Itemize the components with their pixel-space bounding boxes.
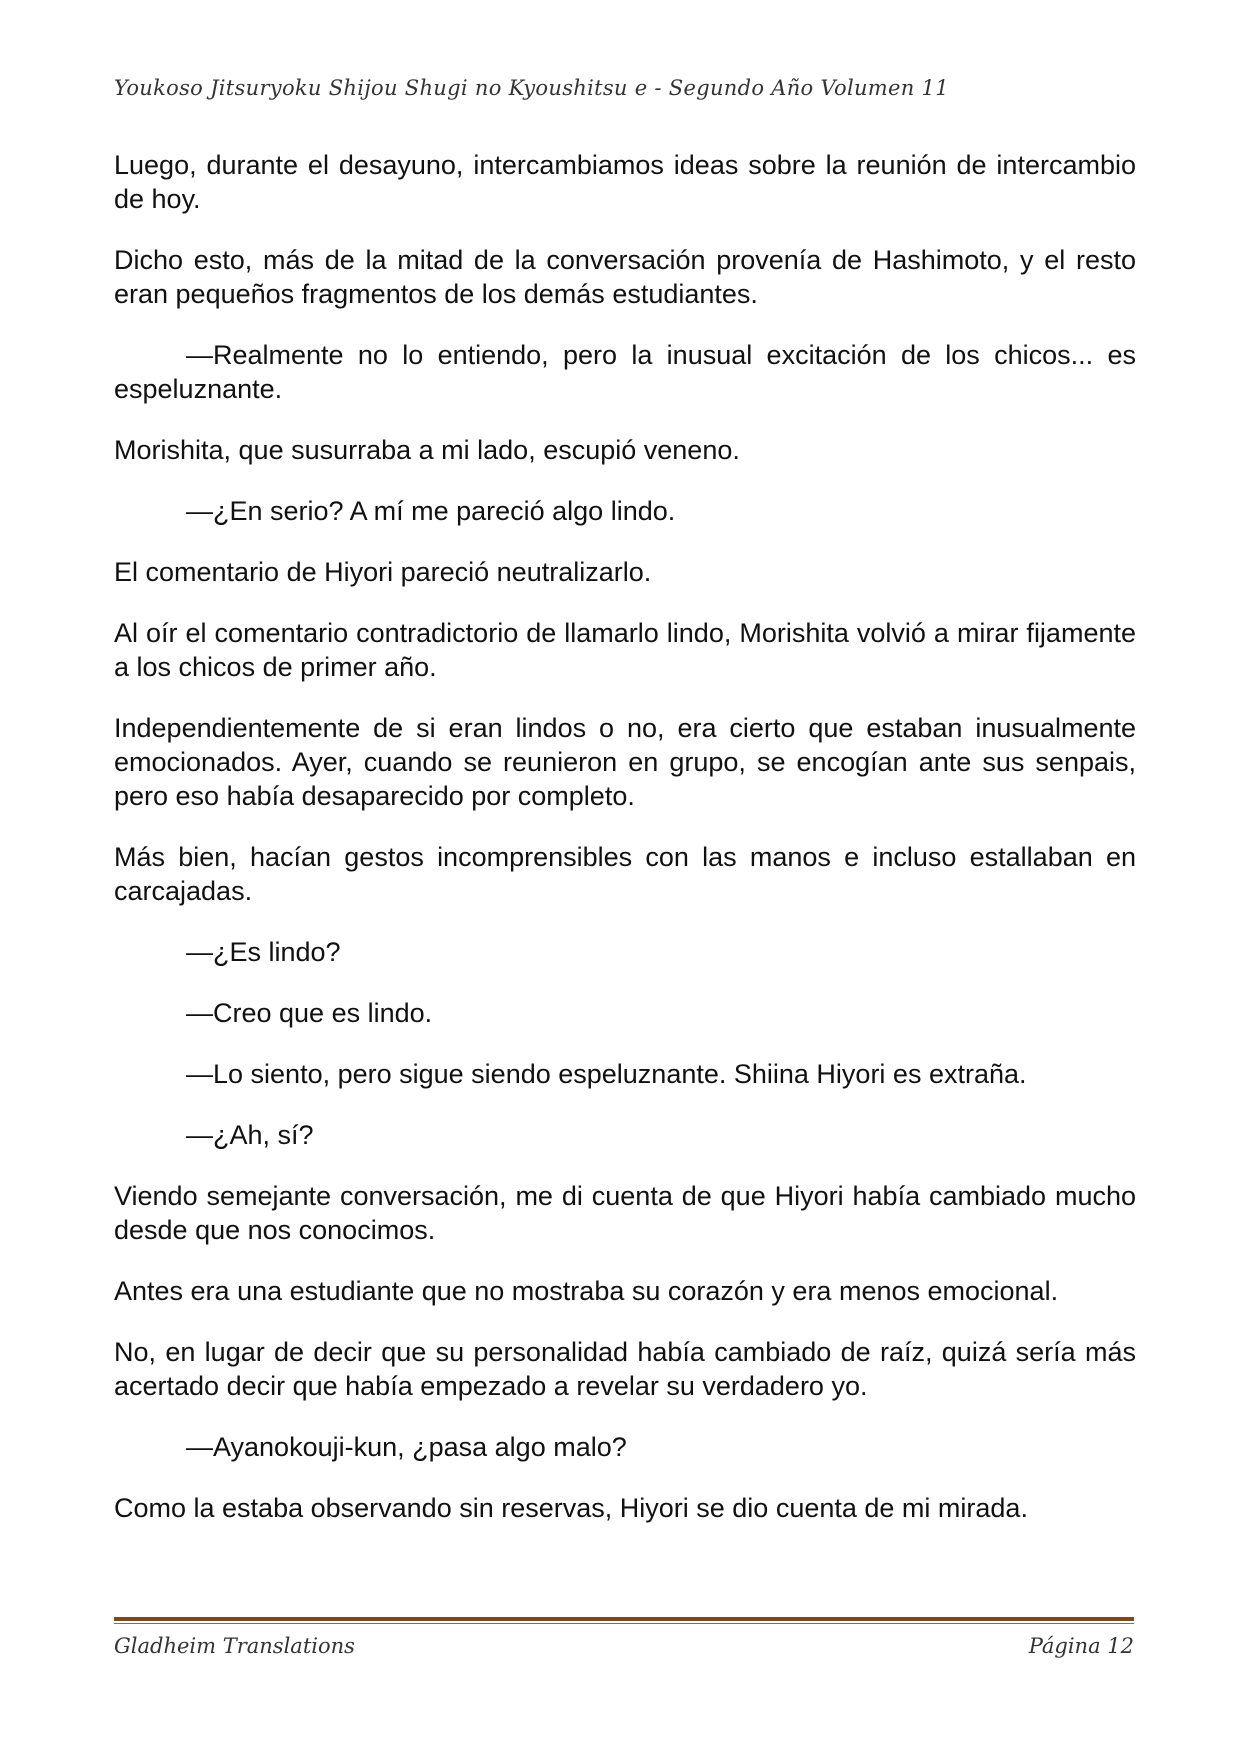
paragraph-8: Viendo semejante conversación, me di cuenta de que Hiyori había cambiado mucho desde que nos conocimos. xyxy=(114,1181,1136,1245)
page-body xyxy=(114,148,1136,1552)
footer-divider-thick xyxy=(114,1617,1134,1621)
paragraph-10: No, en lugar de decir que su personalidad había cambiado de raíz, quizá sería más acertado decir que había empezado a revelar su verdadero yo. xyxy=(114,1337,1136,1401)
paragraph-3: Morishita, que susurraba a mi lado, escupió veneno. xyxy=(114,435,740,465)
dialogue-line-3: —¿Es lindo? xyxy=(186,937,341,967)
paragraph-7: Más bien, hacían gestos incomprensibles con las manos e incluso estallaban en carcajadas. xyxy=(114,842,1136,906)
translator-credit: Gladheim Translations xyxy=(114,1634,355,1658)
paragraph-1: Luego, durante el desayuno, intercambiamos ideas sobre la reunión de intercambio de hoy. xyxy=(114,150,1136,214)
page-number: Página 12 xyxy=(1028,1634,1134,1658)
dialogue-line-4: —Creo que es lindo. xyxy=(186,998,433,1028)
paragraph-6: Independientemente de si eran lindos o no, era cierto que estaban inusualmente emocionados. Ayer, cuando se reunieron en grupo, se encogían ante sus senpais, pero eso había desaparecido por completo. xyxy=(114,713,1136,811)
running-header: Youkoso Jitsuryoku Shijou Shugi no Kyoushitsu e - Segundo Año Volumen 11 xyxy=(114,76,949,100)
footer-divider-thin xyxy=(114,1623,1134,1624)
dialogue-line-6: —¿Ah, sí? xyxy=(186,1120,314,1150)
footer-divider xyxy=(114,1617,1134,1624)
paragraph-2: Dicho esto, más de la mitad de la conversación provenía de Hashimoto, y el resto eran pequeños fragmentos de los demás estudiantes. xyxy=(114,245,1136,309)
paragraph-9: Antes era una estudiante que no mostraba su corazón y era menos emocional. xyxy=(114,1276,1059,1306)
paragraph-11: Como la estaba observando sin reservas, Hiyori se dio cuenta de mi mirada. xyxy=(114,1493,1028,1523)
dialogue-line-2: —¿En serio? A mí me pareció algo lindo. xyxy=(186,496,676,526)
paragraph-5: Al oír el comentario contradictorio de llamarlo lindo, Morishita volvió a mirar fijamente a los chicos de primer año. xyxy=(114,618,1136,682)
dialogue-line-7: —Ayanokouji-kun, ¿pasa algo malo? xyxy=(186,1432,627,1462)
paragraph-4: El comentario de Hiyori pareció neutralizarlo. xyxy=(114,557,652,587)
dialogue-line-1: —Realmente no lo entiendo, pero la inusual excitación de los chicos... es espeluznante. xyxy=(114,340,1136,404)
dialogue-line-5: —Lo siento, pero sigue siendo espeluznante. Shiina Hiyori es extraña. xyxy=(186,1059,1027,1089)
